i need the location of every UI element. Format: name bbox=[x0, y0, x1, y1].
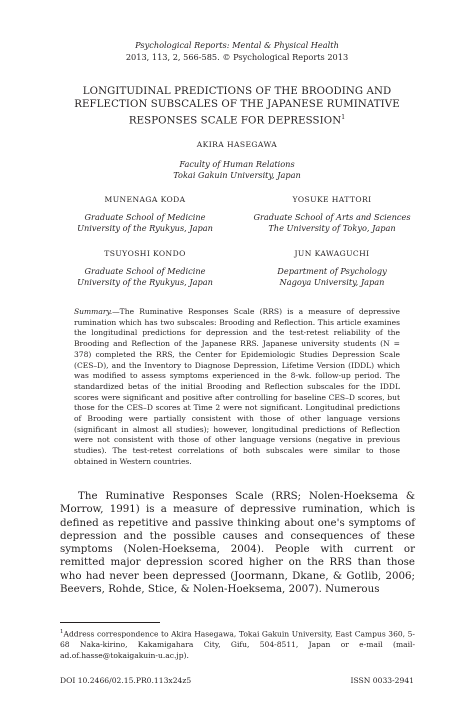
journal-header bbox=[0, 40, 474, 63]
title-line-3-text: RESPONSES SCALE FOR DEPRESSION bbox=[128, 114, 342, 126]
footnote-mark: 1 bbox=[60, 629, 64, 635]
abstract-text: —The Ruminative Responses Scale (RRS) is a measure of depressive rumination which has two subscales: Brooding and Reflection. This article examines the longitudinal predictions for depression and the test-retest reliability of the Brooding and Reflection of the Japanese RRS. Japanese university students (N = 378) completed the RRS, the Center for Epidemiologic Studies Depression Scale (CES–D), and the Inventory to Diagnose Depression, Lifetime Version (IDDL) which was modified to assess symptoms experienced in the 8-wk. follow-up period. The standardized betas of the initial Brooding and Reflection subscales for the IDDL scores were significant and positive after controlling for baseline CES–D scores, but those for the CES–D scores at Time 2 were not significant. Longitudinal predictions of Brooding were partially consistent with those of other language versions (significant in almost all studies); however, longitudinal predictions of Reflection were not consistent with those of other language versions (negative in previous studies). The test-retest correlations of both subscales were similar to those obtained in Western countries. bbox=[74, 307, 400, 466]
article-title bbox=[60, 86, 414, 128]
footnote-text: Address correspondence to Akira Hasegawa, Tokai Gakuin University, East Campus 360, 5-68 Naka-kirino, Kakamigahara City, Gifu, 504-8511, Japan or e-mail (mail-ad.of.hasse@tokaigakuin-u.ac.jp). bbox=[60, 629, 415, 660]
journal-name: Psychological Reports: Mental & Physical Health bbox=[135, 40, 339, 50]
affiliation-1-line-2: Tokai Gakuin University, Japan bbox=[173, 170, 301, 181]
author-affiliation-2 bbox=[60, 212, 230, 234]
body-text bbox=[60, 490, 415, 596]
affiliation-4-line-1: Graduate School of Medicine bbox=[84, 266, 206, 276]
affiliation-2-line-2: University of the Ryukyus, Japan bbox=[77, 223, 213, 234]
title-line-3 bbox=[60, 112, 414, 128]
author-name-1: AKIRA HASEGAWA bbox=[196, 140, 278, 149]
author-name-5: JUN KAWAGUCHI bbox=[294, 249, 370, 258]
affiliation-1-line-1: Faculty of Human Relations bbox=[179, 159, 295, 169]
affiliation-5-line-1: Department of Psychology bbox=[277, 266, 387, 276]
title-line-1: LONGITUDINAL PREDICTIONS OF THE BROODING AND bbox=[82, 86, 392, 97]
body-paragraph: The Ruminative Responses Scale (RRS; Nolen-Hoeksema & Morrow, 1991) is a measure of depressive rumination, which is defined as repetitive and passive thinking about one's symptoms of depression and the possible causes and consequences of these symptoms (Nolen-Hoeksema, 2004). People with current or remitted major depression scored higher on the RRS than those who had never been depressed (Joormann, Dkane, & Gotlib, 2006; Beevers, Rohde, Stice, & Nolen-Hoeksema, 2007). Numerous bbox=[60, 490, 415, 596]
journal-citation: 2013, 113, 2, 566-585. © Psychological Reports 2013 bbox=[125, 51, 349, 62]
footnote-divider bbox=[60, 622, 160, 623]
author-name-3: YOSUKE HATTORI bbox=[292, 195, 372, 204]
title-footnote-mark: 1 bbox=[341, 113, 346, 121]
author-affiliation-5 bbox=[244, 266, 420, 288]
abstract bbox=[74, 307, 400, 468]
author-affiliation-4 bbox=[60, 266, 230, 288]
doi-label: DOI 10.2466/02.15.PR0.113x24z5 bbox=[60, 676, 192, 685]
affiliation-2-line-1: Graduate School of Medicine bbox=[84, 212, 206, 222]
title-line-2: REFLECTION SUBSCALES OF THE JAPANESE RUMINATIVE bbox=[74, 98, 400, 110]
author-name-4: TSUYOSHI KONDO bbox=[104, 249, 186, 258]
affiliation-5-line-2: Nagoya University, Japan bbox=[279, 277, 385, 288]
affiliation-3-line-1: Graduate School of Arts and Sciences bbox=[253, 212, 411, 222]
abstract-lead: Summary. bbox=[74, 307, 113, 316]
author-affiliation-1 bbox=[0, 159, 474, 181]
affiliation-3-line-2: The University of Tokyo, Japan bbox=[268, 223, 396, 234]
author-affiliation-3 bbox=[244, 212, 420, 234]
author-name-2: MUNENAGA KODA bbox=[104, 195, 186, 204]
footnote bbox=[60, 627, 415, 661]
issn-label: ISSN 0033-2941 bbox=[350, 676, 414, 685]
affiliation-4-line-2: University of the Ryukyus, Japan bbox=[77, 277, 213, 288]
